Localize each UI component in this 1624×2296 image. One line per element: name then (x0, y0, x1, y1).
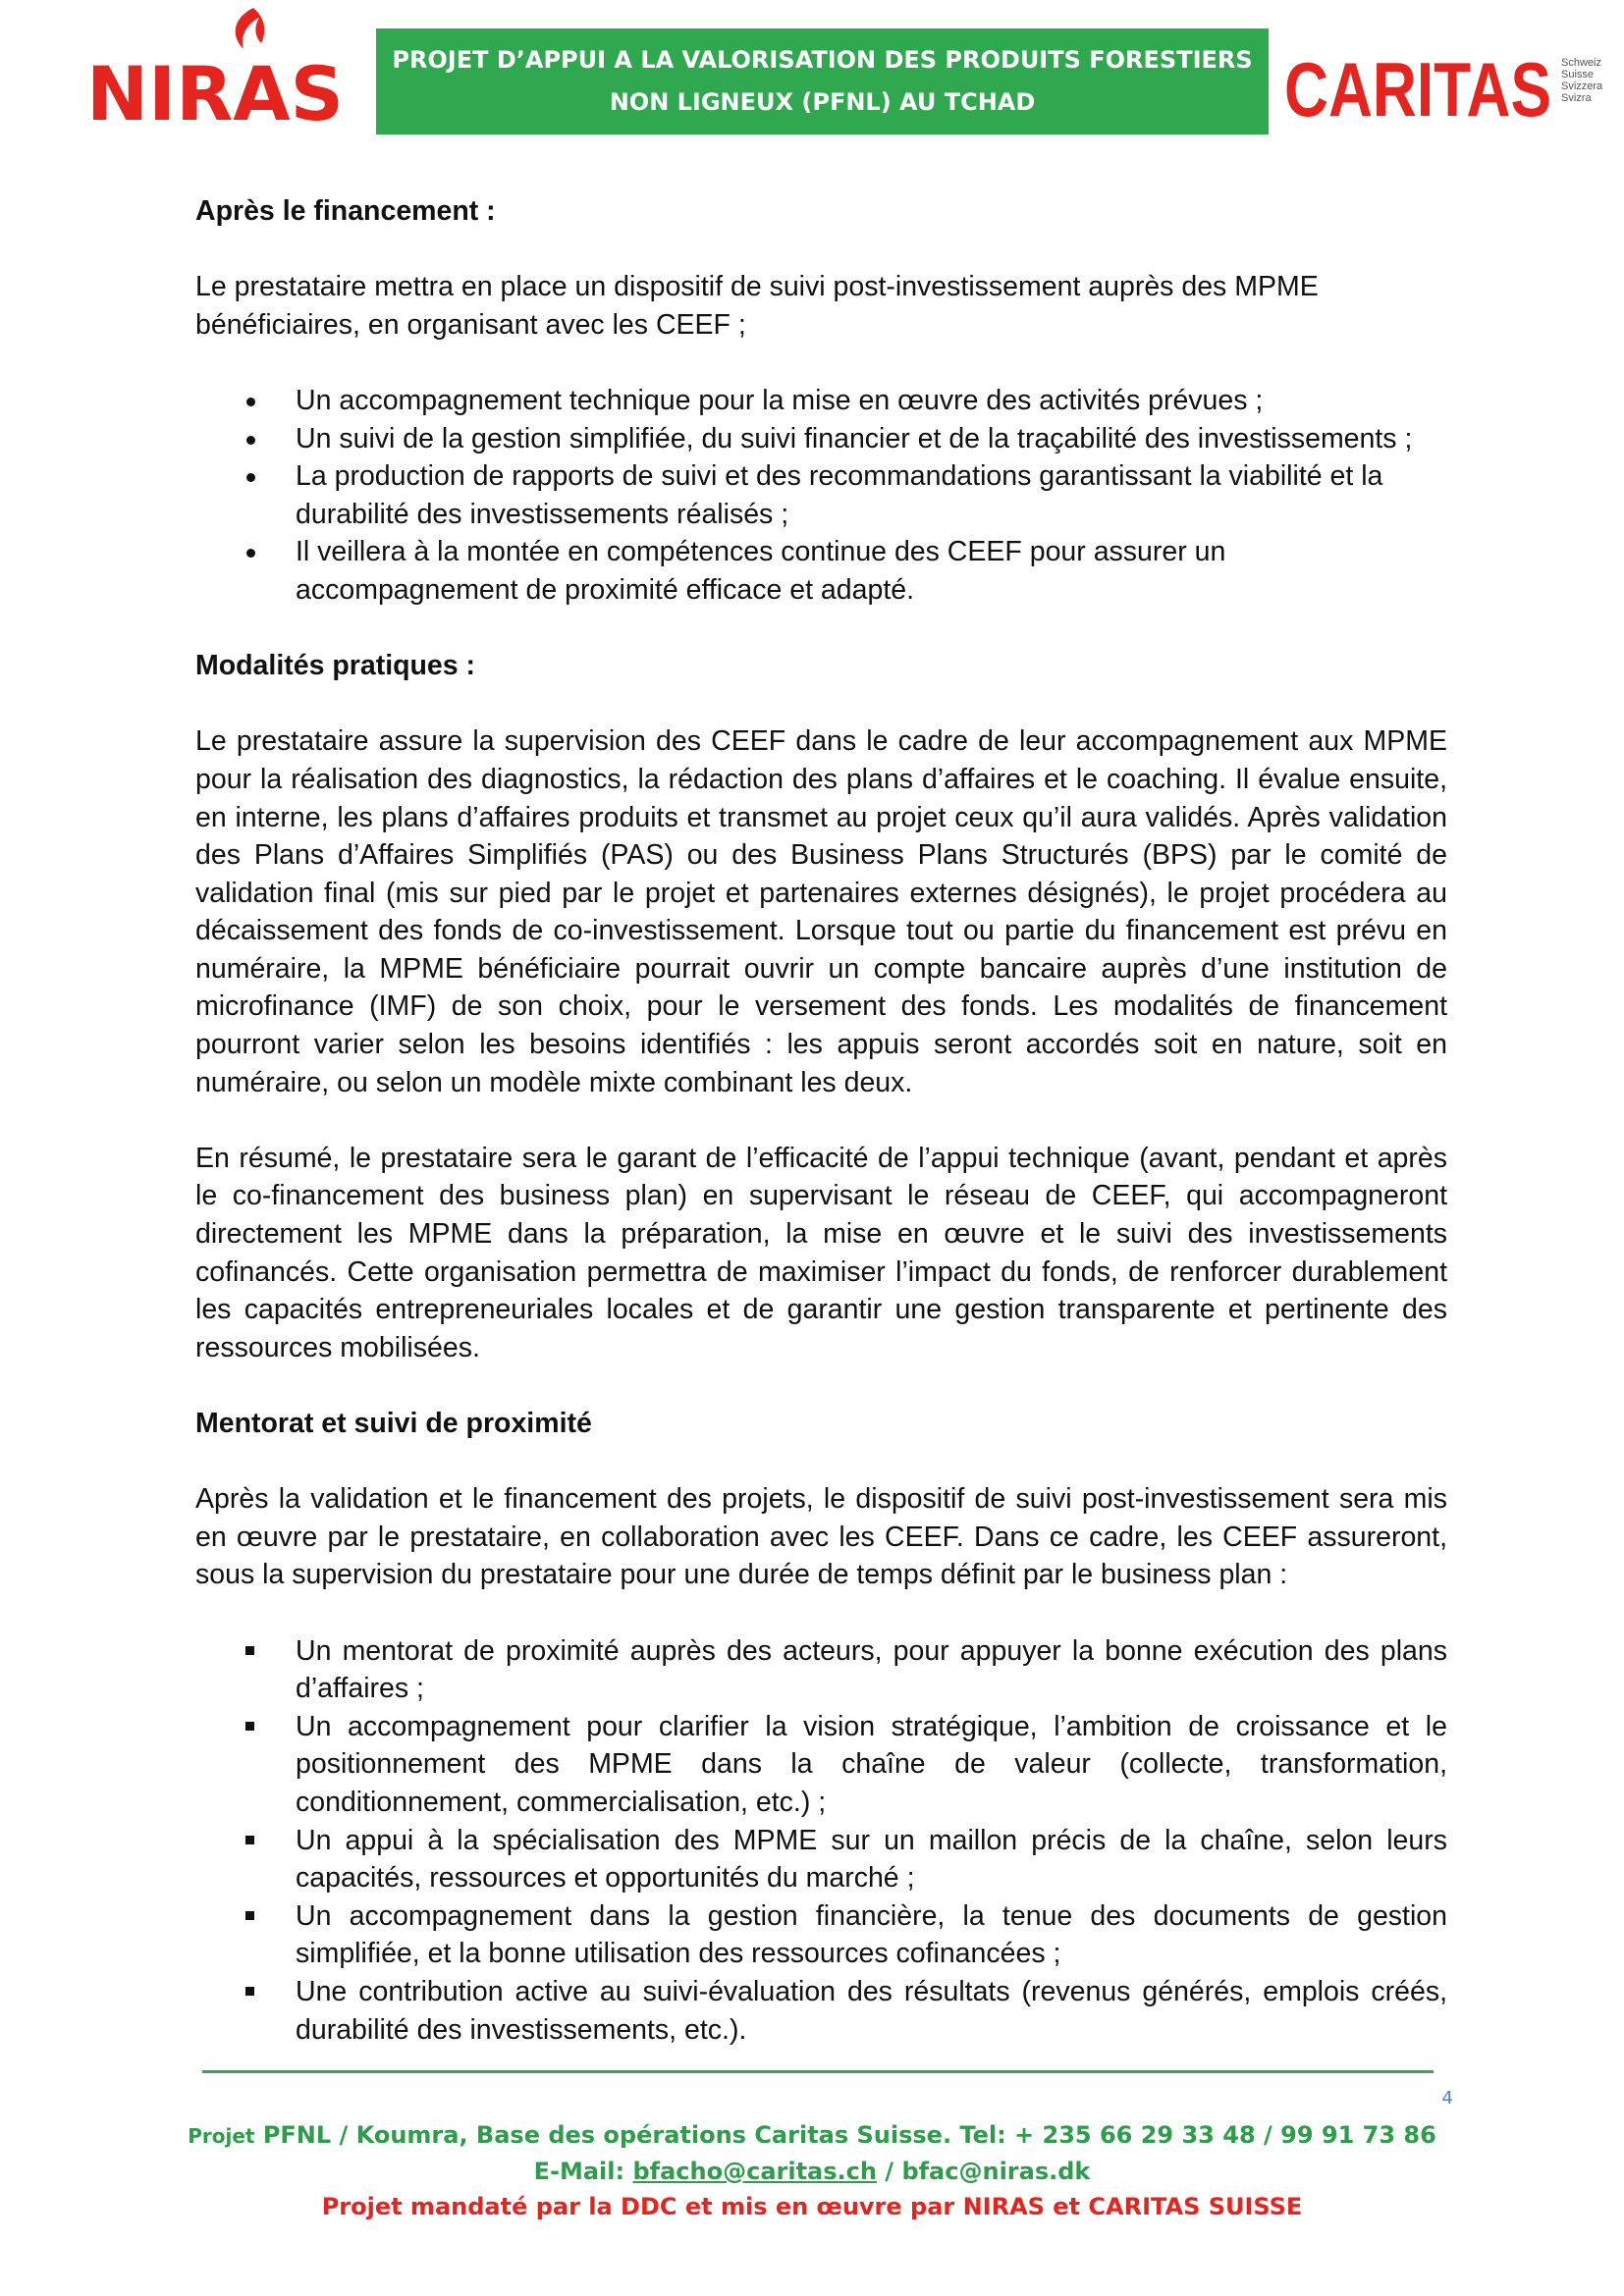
list-item-text: Il veillera à la montée en compétences continue des CEEF pour assurer un accompagnement de proximité efficace et adapté. (296, 536, 1226, 606)
practical-paragraph-1: Le prestataire assure la supervision des CEEF dans le cadre de leur accompagnement aux MPME pour la réalisation des diagnostics, la rédaction des plans d’affaires et le coaching. Il évalue ensuite, en interne, les plans d’affaires produits et transmet au projet ceux qu’il aura validés. Après validation des Plans d’Affaires Simplifiés (PAS) ou des Business Plans Structurés (BPS) par le comité de validation final (mis sur pied par le projet et partenaires externes désignés), le projet procédera au décaissement des fonds de co-investissement. Lorsque tout ou partie du financement est prévu en numéraire, la MPME bénéficiaire pourrait ouvrir un compte bancaire auprès d’une institution de microfinance (IMF) de son choix, pour le versement des fonds. Les modalités de financement pourront varier selon les besoins identifiés : les appuis seront accordés soit en nature, soit en numéraire, ou selon un modèle mixte combinant les deux. (195, 725, 1447, 1098)
list-item (195, 1632, 1447, 1708)
caritas-languages (1561, 57, 1610, 104)
list-item-text: Un mentorat de proximité auprès des acteurs, pour appuyer la bonne exécution des plans d’affaires ; (296, 1634, 1447, 1705)
bullet-square-icon (245, 1646, 254, 1655)
list-item (195, 533, 1447, 609)
bullet-dot-icon (246, 473, 255, 482)
footer-address-line (147, 2117, 1477, 2154)
bullet-dot-icon (246, 436, 255, 445)
footer-email-label: E-Mail: (533, 2158, 633, 2185)
page-number: 4 (1441, 2088, 1453, 2109)
section-heading-mentoring: Mentorat et suivi de proximité (195, 1408, 592, 1439)
caritas-language: Schweiz (1561, 57, 1601, 69)
caritas-language: Svizzera (1561, 80, 1603, 92)
list-item (195, 457, 1447, 533)
footer-mandate-line: Projet mandaté par la DDC et mis en œuvre par NIRAS et CARITAS SUISSE (321, 2193, 1303, 2220)
mentoring-bullet-list (195, 1632, 1447, 2050)
bullet-square-icon (245, 1987, 254, 1996)
caritas-logo (1284, 49, 1569, 123)
page-footer (147, 2117, 1477, 2224)
list-item-text: La production de rapports de suivi et des recommandations garantissant la viabilité et la durabilité des investissements réalisés ; (296, 460, 1383, 530)
page-body (195, 192, 1447, 2049)
bullet-square-icon (245, 1836, 254, 1844)
list-item-text: Une contribution active au suivi-évaluation des résultats (revenus générés, emplois créés, durabilité des investissements, etc.). (296, 1975, 1447, 2046)
list-item (195, 1897, 1447, 1973)
list-item-text: Un suivi de la gestion simplifiée, du suivi financier et de la traçabilité des investissements ; (296, 422, 1413, 454)
caritas-language: Suisse (1561, 69, 1595, 80)
email-link-caritas[interactable]: bfacho@caritas.ch (632, 2158, 877, 2185)
bullet-square-icon (245, 1911, 254, 1920)
footer-divider (202, 2070, 1434, 2073)
list-item (195, 1973, 1447, 2049)
list-item (195, 420, 1447, 458)
footer-address-text: PFNL / Koumra, Base des opérations Caritas Suisse. Tel: + 235 66 29 33 48 / 99 91 73 86 (254, 2121, 1436, 2149)
niras-logo-text: NIRAS (86, 50, 344, 122)
list-item-text: Un accompagnement dans la gestion financière, la tenue des documents de gestion simplifiée, et la bonne utilisation des ressources cofinancées ; (296, 1899, 1447, 1970)
niras-logo (86, 6, 347, 122)
banner-title-line1: PROJET D’APPUI A LA VALORISATION DES PRODUITS FORESTIERS (392, 46, 1253, 74)
bullet-dot-icon (246, 398, 255, 406)
list-item-text: Un accompagnement technique pour la mise en œuvre des activités prévues ; (296, 384, 1264, 416)
list-item (195, 1822, 1447, 1897)
mentoring-intro: Après la validation et le financement des projets, le dispositif de suivi post-investissement sera mis en œuvre par le prestataire, en collaboration avec les CEEF. Dans ce cadre, les CEEF assureront, sous la supervision du prestataire pour une durée de temps définit par le business plan : (195, 1483, 1447, 1591)
caritas-language: Svizra (1561, 92, 1592, 104)
practical-paragraph-2: En résumé, le prestataire sera le garant de l’efficacité de l’appui technique (avant, pendant et après le co-financement des business plan) en supervisant le réseau de CEEF, qui accompagneront directement les MPME dans la préparation, la mise en œuvre et le suivi des investissements cofinancés. Cette organisation permettra de maximiser l’impact du fonds, de renforcer durablement les capacités entrepreneuriales locales et de garantir une gestion transparente et pertinente des ressources mobilisées. (195, 1142, 1447, 1363)
project-title-banner (376, 28, 1269, 134)
section-heading-practical: Modalités pratiques : (195, 650, 476, 682)
footer-email-separator: / (876, 2158, 902, 2185)
email-niras: bfac@niras.dk (901, 2158, 1091, 2185)
after-financing-intro: Le prestataire mettra en place un dispositif de suivi post-investissement auprès des MPME bénéficiaires, en organisant avec les CEEF ; (195, 271, 1319, 341)
banner-title-line2: NON LIGNEUX (PFNL) AU TCHAD (609, 88, 1036, 116)
footer-project-prefix: Projet (188, 2124, 255, 2148)
section-heading-after-financing: Après le financement : (195, 195, 496, 227)
after-financing-bullet-list (195, 382, 1447, 610)
list-item-text: Un appui à la spécialisation des MPME sur un maillon précis de la chaîne, selon leurs capacités, ressources et opportunités du marché ; (296, 1824, 1447, 1895)
bullet-square-icon (245, 1722, 254, 1731)
caritas-logo-text: CARITAS (1284, 49, 1551, 123)
page-header (0, 0, 1624, 147)
list-item (195, 1708, 1447, 1822)
list-item (195, 382, 1447, 420)
footer-email-line (147, 2154, 1477, 2189)
bullet-dot-icon (246, 549, 255, 558)
list-item-text: Un accompagnement pour clarifier la vision stratégique, l’ambition de croissance et le positionnement des MPME dans la chaîne de valeur (collecte, transformation, conditionnement, commercialisation, etc.) ; (296, 1710, 1447, 1818)
